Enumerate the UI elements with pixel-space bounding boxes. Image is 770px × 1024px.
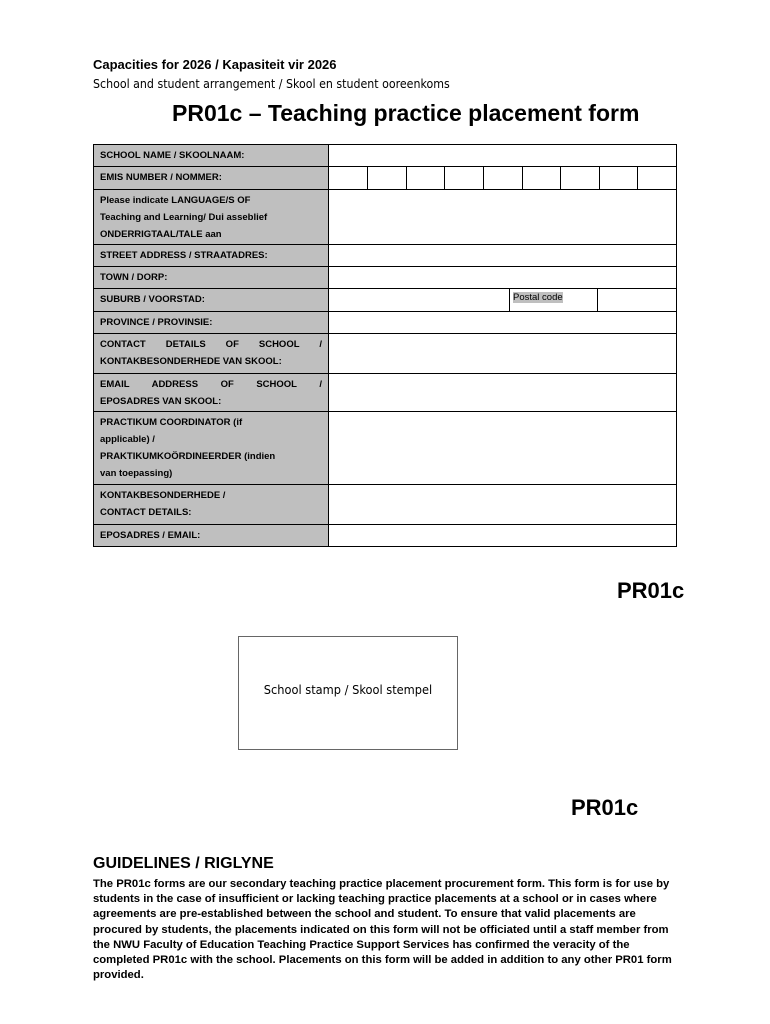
emis-digit-cell[interactable] (329, 167, 367, 189)
suburb-row (329, 289, 677, 312)
postal-code-field[interactable] (597, 289, 676, 311)
town-label: TOWN / DORP: (94, 267, 329, 289)
emis-field[interactable] (329, 167, 677, 190)
form-title: PR01c – Teaching practice placement form (172, 100, 640, 126)
province-label: PROVINCE / PROVINSIE: (94, 312, 329, 334)
suburb-label: SUBURB / VOORSTAD: (94, 289, 329, 312)
school-name-field[interactable] (329, 145, 677, 167)
town-field[interactable] (329, 267, 677, 289)
guidelines-heading: GUIDELINES / RIGLYNE (93, 855, 274, 872)
school-stamp-label: School stamp / Skool stempel (263, 683, 433, 697)
school-stamp-box (238, 636, 458, 750)
eposadres-label: EPOSADRES / EMAIL: (94, 525, 329, 547)
contact-details-label: CONTACT DETAILS OF SCHOOL / KONTAKBESONDERHEDE VAN SKOOL: (94, 334, 329, 374)
emis-digit-cell[interactable] (406, 167, 445, 189)
guidelines-body: The PR01c forms are our secondary teaching practice placement procurement form. This form is for use by students in the case of insufficient or lacking teaching practice placements at a school or in cases where agreements are pre-established between the school and student. To ensure that valid placements are procured by students, the placements indicated on this form will not be officiated until a staff member from the NWU Faculty of Education Teaching Practice Support Services has confirmed the veracity of the completed PR01c with the school. Placements on this form will be added in addition to any other PR01 form provided. (93, 878, 672, 982)
school-name-label: SCHOOL NAME / SKOOLNAAM: (94, 145, 329, 167)
pr01c-label: PR01c (617, 578, 685, 603)
suburb-field[interactable] (329, 289, 509, 311)
emis-digit-cell[interactable] (483, 167, 522, 189)
street-address-label: STREET ADDRESS / STRAATADRES: (94, 245, 329, 267)
pr01c-label: PR01c (571, 795, 639, 820)
language-field[interactable] (329, 190, 677, 245)
practikum-coordinator-label: PRACTIKUM COORDINATOR (if applicable) / PRAKTIKUMKOÖRDINEERDER (indien van toepassing) (94, 412, 329, 485)
street-address-field[interactable] (329, 245, 677, 267)
emis-digit-cell[interactable] (444, 167, 483, 189)
email-address-field[interactable] (329, 374, 677, 412)
arrangement-subheading: School and student arrangement / Skool en student ooreenkoms (93, 77, 450, 91)
emis-digit-cell[interactable] (637, 167, 676, 189)
emis-digit-cell[interactable] (522, 167, 561, 189)
postal-code-label: Postal code (509, 289, 597, 311)
kontak-details-field[interactable] (329, 485, 677, 525)
email-address-label: EMAIL ADDRESS OF SCHOOL / EPOSADRES VAN SKOOL: (94, 374, 329, 412)
emis-digit-cell[interactable] (599, 167, 638, 189)
kontak-details-label: KONTAKBESONDERHEDE / CONTACT DETAILS: (94, 485, 329, 525)
emis-label: EMIS NUMBER / NOMMER: (94, 167, 329, 190)
placement-form-table (93, 144, 677, 547)
language-label: Please indicate LANGUAGE/S OF Teaching and Learning/ Dui asseblief ONDERRIGTAAL/TALE aan (94, 190, 329, 245)
province-field[interactable] (329, 312, 677, 334)
contact-details-field[interactable] (329, 334, 677, 374)
practikum-coordinator-field[interactable] (329, 412, 677, 485)
emis-digit-cell[interactable] (560, 167, 599, 189)
capacities-heading: Capacities for 2026 / Kapasiteit vir 2026 (93, 57, 337, 72)
emis-digit-cell[interactable] (367, 167, 406, 189)
eposadres-field[interactable] (329, 525, 677, 547)
